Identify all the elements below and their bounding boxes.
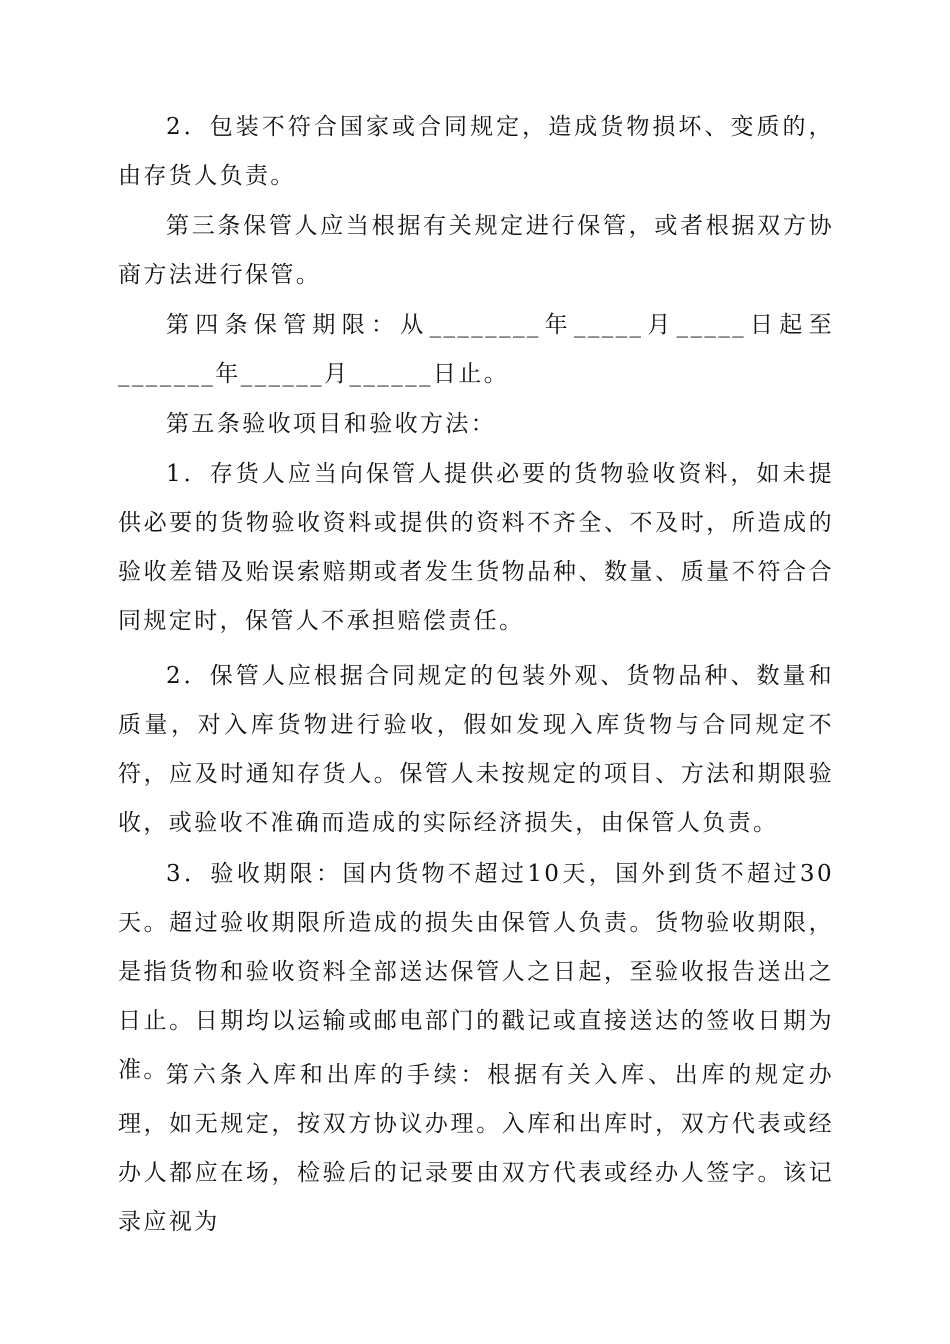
paragraph-inspection-item-1: 1．存货人应当向保管人提供必要的货物验收资料，如未提供必要的货物验收资料或提供的资料不齐全、不及时，所造成的验收差错及贻误索赔期或者发生货物品种、数量、质量不符合合同规定时，保管人不承担赔偿责任。 [118,461,834,634]
paragraph-inspection-item-3: 3．验收期限：国内货物不超过10天，国外到货不超过30天。超过验收期限所造成的损失由保管人负责。货物验收期限，是指货物和验收资料全部送达保管人之日起，至验收报告送出之日止。日期均以运输或邮电部门的戳记或直接送达的签收日期为准。 [118,861,834,1083]
paragraph-article-5-heading: 第五条验收项目和验收方法： [166,411,497,437]
paragraph-article-6: 第六条入库和出库的手续：根据有关入库、出库的规定办理，如无规定，按双方协议办理。入库和出库时，双方代表或经办人都应在场，检验后的记录要由双方代表或经办人签字。该记录应视为 [118,1062,834,1235]
paragraph-article-4: 第四条保管期限：从________年_____月_____日起至_______年______月______日止。 [118,312,834,387]
paragraph-inspection-item-2: 2．保管人应根据合同规定的包装外观、货物品种、数量和质量，对入库货物进行验收，假如发现入库货物与合同规定不符，应及时通知存货人。保管人未按规定的项目、方法和期限验收，或验收不准确而造成的实际经济损失，由保管人负责。 [118,663,834,836]
paragraph-article-3: 第三条保管人应当根据有关规定进行保管，或者根据双方协商方法进行保管。 [118,213,834,288]
paragraph-packaging-liability: 2．包装不符合国家或合同规定，造成货物损坏、变质的，由存货人负责。 [118,114,834,189]
